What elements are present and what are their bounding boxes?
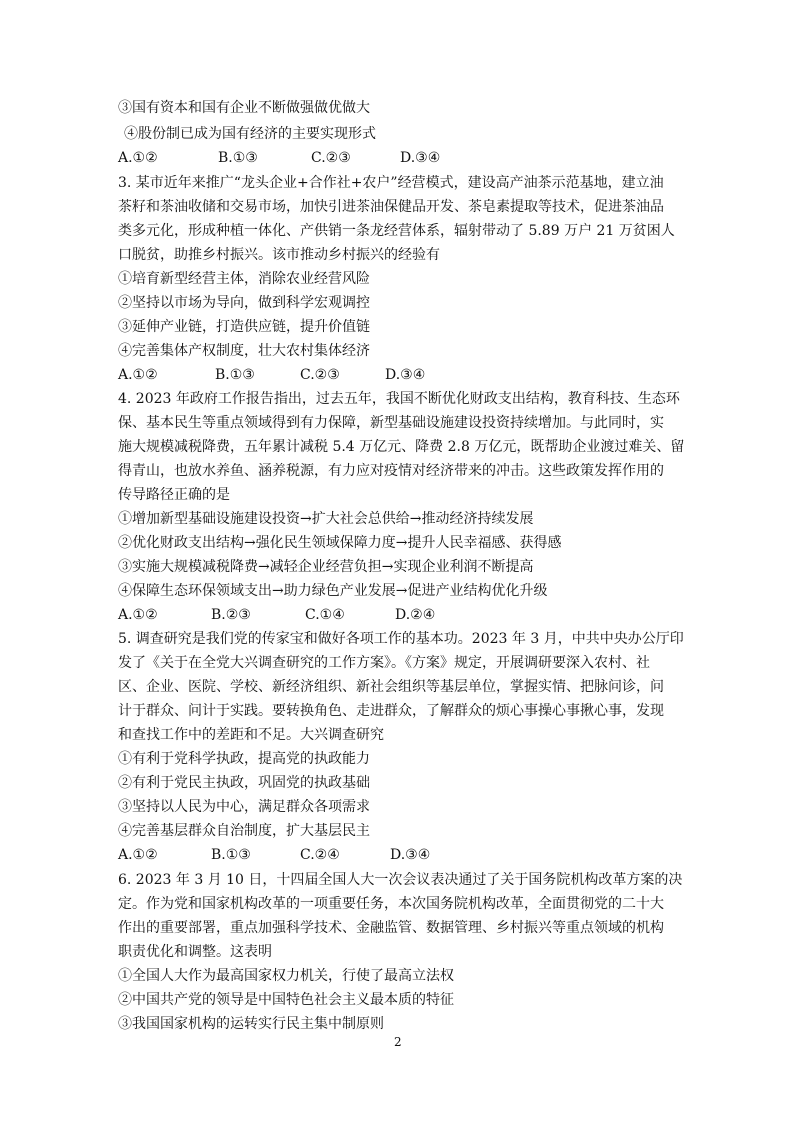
question-6-text: 作出的重要部署，重点加强科学技术、金融监管、数据管理、乡村振兴等重点领域的机构 xyxy=(118,920,664,936)
question-5-text: 5. 调查研究是我们党的传家宝和做好各项工作的基本功。2023 年 3 月，中共中央办公厅印 xyxy=(118,631,684,647)
question-4-text: 施大规模减税降费，五年累计减税 5.4 万亿元、降费 2.8 万亿元，既帮助企业渡过难关、留 xyxy=(118,439,685,455)
option-statement-3: ③延伸产业链，打造供应链，提升价值链 xyxy=(118,319,370,335)
question-3-text: 口脱贫，助推乡村振兴。该市推动乡村振兴的经验有 xyxy=(118,247,440,263)
choice-a: A.①② xyxy=(118,847,158,863)
option-statement-2: ②坚持以市场为导向，做到科学宏观调控 xyxy=(118,295,370,311)
option-statement-2: ②中国共产党的领导是中国特色社会主义最本质的特征 xyxy=(118,992,454,1008)
choice-d: D.③④ xyxy=(390,847,431,863)
option-statement-3: ③国有资本和国有企业不断做强做优做大 xyxy=(118,100,370,116)
choice-c: C.②③ xyxy=(311,150,351,166)
question-6-text: 职责优化和调整。这表明 xyxy=(118,944,272,960)
question-5-text: 区、企业、医院、学校、新经济组织、新社会组织等基层单位，掌握实情、把脉问诊，问 xyxy=(118,679,664,695)
question-4-text: 保、基本民生等重点领域得到有力保障，新型基础设施建设投资持续增加。与此同时，实 xyxy=(118,415,664,431)
choice-c: C.②③ xyxy=(300,367,340,383)
option-statement-4: ④完善基层群众自治制度，扩大基层民主 xyxy=(118,823,370,839)
choice-c: C.①④ xyxy=(305,607,345,623)
option-statement-2: ②有利于党民主执政，巩固党的执政基础 xyxy=(118,775,370,791)
question-6-text: 6. 2023 年 3 月 10 日，十四届全国人大一次会议表决通过了关于国务院机构改革方案的决 xyxy=(118,872,683,888)
choice-d: D.②④ xyxy=(395,607,436,623)
option-statement-1: ①有利于党科学执政，提高党的执政能力 xyxy=(118,751,370,767)
option-statement-1: ①增加新型基础设施建设投资→扩大社会总供给→推动经济持续发展 xyxy=(118,511,534,527)
option-statement-4: ④完善集体产权制度，壮大农村集体经济 xyxy=(118,343,370,359)
option-statement-3: ③实施大规模减税降费→减轻企业经营负担→实现企业利润不断提高 xyxy=(118,559,534,575)
option-statement-3: ③坚持以人民为中心，满足群众各项需求 xyxy=(118,799,370,815)
choice-d: D.③④ xyxy=(400,150,441,166)
choice-b: B.②③ xyxy=(211,607,251,623)
question-6-text: 定。作为党和国家机构改革的一项重要任务，本次国务院机构改革，全面贯彻党的二十大 xyxy=(118,896,664,912)
choice-b: B.①③ xyxy=(218,150,258,166)
question-3-text: 类多元化，形成种植一体化、产供销一条龙经营体系，辐射带动了 5.89 万户 21 万贫困人 xyxy=(118,223,675,239)
option-statement-4: ④股份制已成为国有经济的主要实现形式 xyxy=(124,126,376,142)
option-statement-2: ②优化财政支出结构→强化民生领域保障力度→提升人民幸福感、获得感 xyxy=(118,535,562,551)
option-statement-3: ③我国国家机构的运转实行民主集中制原则 xyxy=(118,1016,384,1032)
question-3-text: 茶籽和茶油收储和交易市场，加快引进茶油保健品开发、茶皂素提取等技术，促进茶油品 xyxy=(118,199,664,215)
option-statement-1: ①全国人大作为最高国家权力机关，行使了最高立法权 xyxy=(118,968,454,984)
choice-c: C.②④ xyxy=(300,847,340,863)
question-3-text: 3. 某市近年来推广“龙头企业+合作社+农户”经营模式，建设高产油茶示范基地，建立油 xyxy=(118,175,664,191)
question-5-text: 发了《关于在全党大兴调查研究的工作方案》。《方案》规定，开展调研要深入农村、社 xyxy=(118,655,650,671)
choice-b: B.①③ xyxy=(215,367,255,383)
question-4-text: 4. 2023 年政府工作报告指出，过去五年，我国不断优化财政支出结构，教育科技、生态环 xyxy=(118,391,680,407)
choice-a: A.①② xyxy=(118,367,158,383)
question-5-text: 和查找工作中的差距和不足。大兴调查研究 xyxy=(118,727,384,743)
option-statement-1: ①培育新型经营主体，消除农业经营风险 xyxy=(118,271,370,287)
choice-a: A.①② xyxy=(118,607,158,623)
page-number: 2 xyxy=(394,1035,402,1049)
question-4-text: 得青山，也放水养鱼、涵养税源，有力应对疫情对经济带来的冲击。这些政策发挥作用的 xyxy=(118,463,664,479)
choice-a: A.①② xyxy=(118,150,158,166)
choice-b: B.①③ xyxy=(211,847,251,863)
choice-d: D.③④ xyxy=(385,367,426,383)
question-4-text: 传导路径正确的是 xyxy=(118,487,230,503)
option-statement-4: ④保障生态环保领域支出→助力绿色产业发展→促进产业结构优化升级 xyxy=(118,583,548,599)
question-5-text: 计于群众、问计于实践。要转换角色、走进群众，了解群众的烦心事操心事揪心事，发现 xyxy=(118,703,664,719)
